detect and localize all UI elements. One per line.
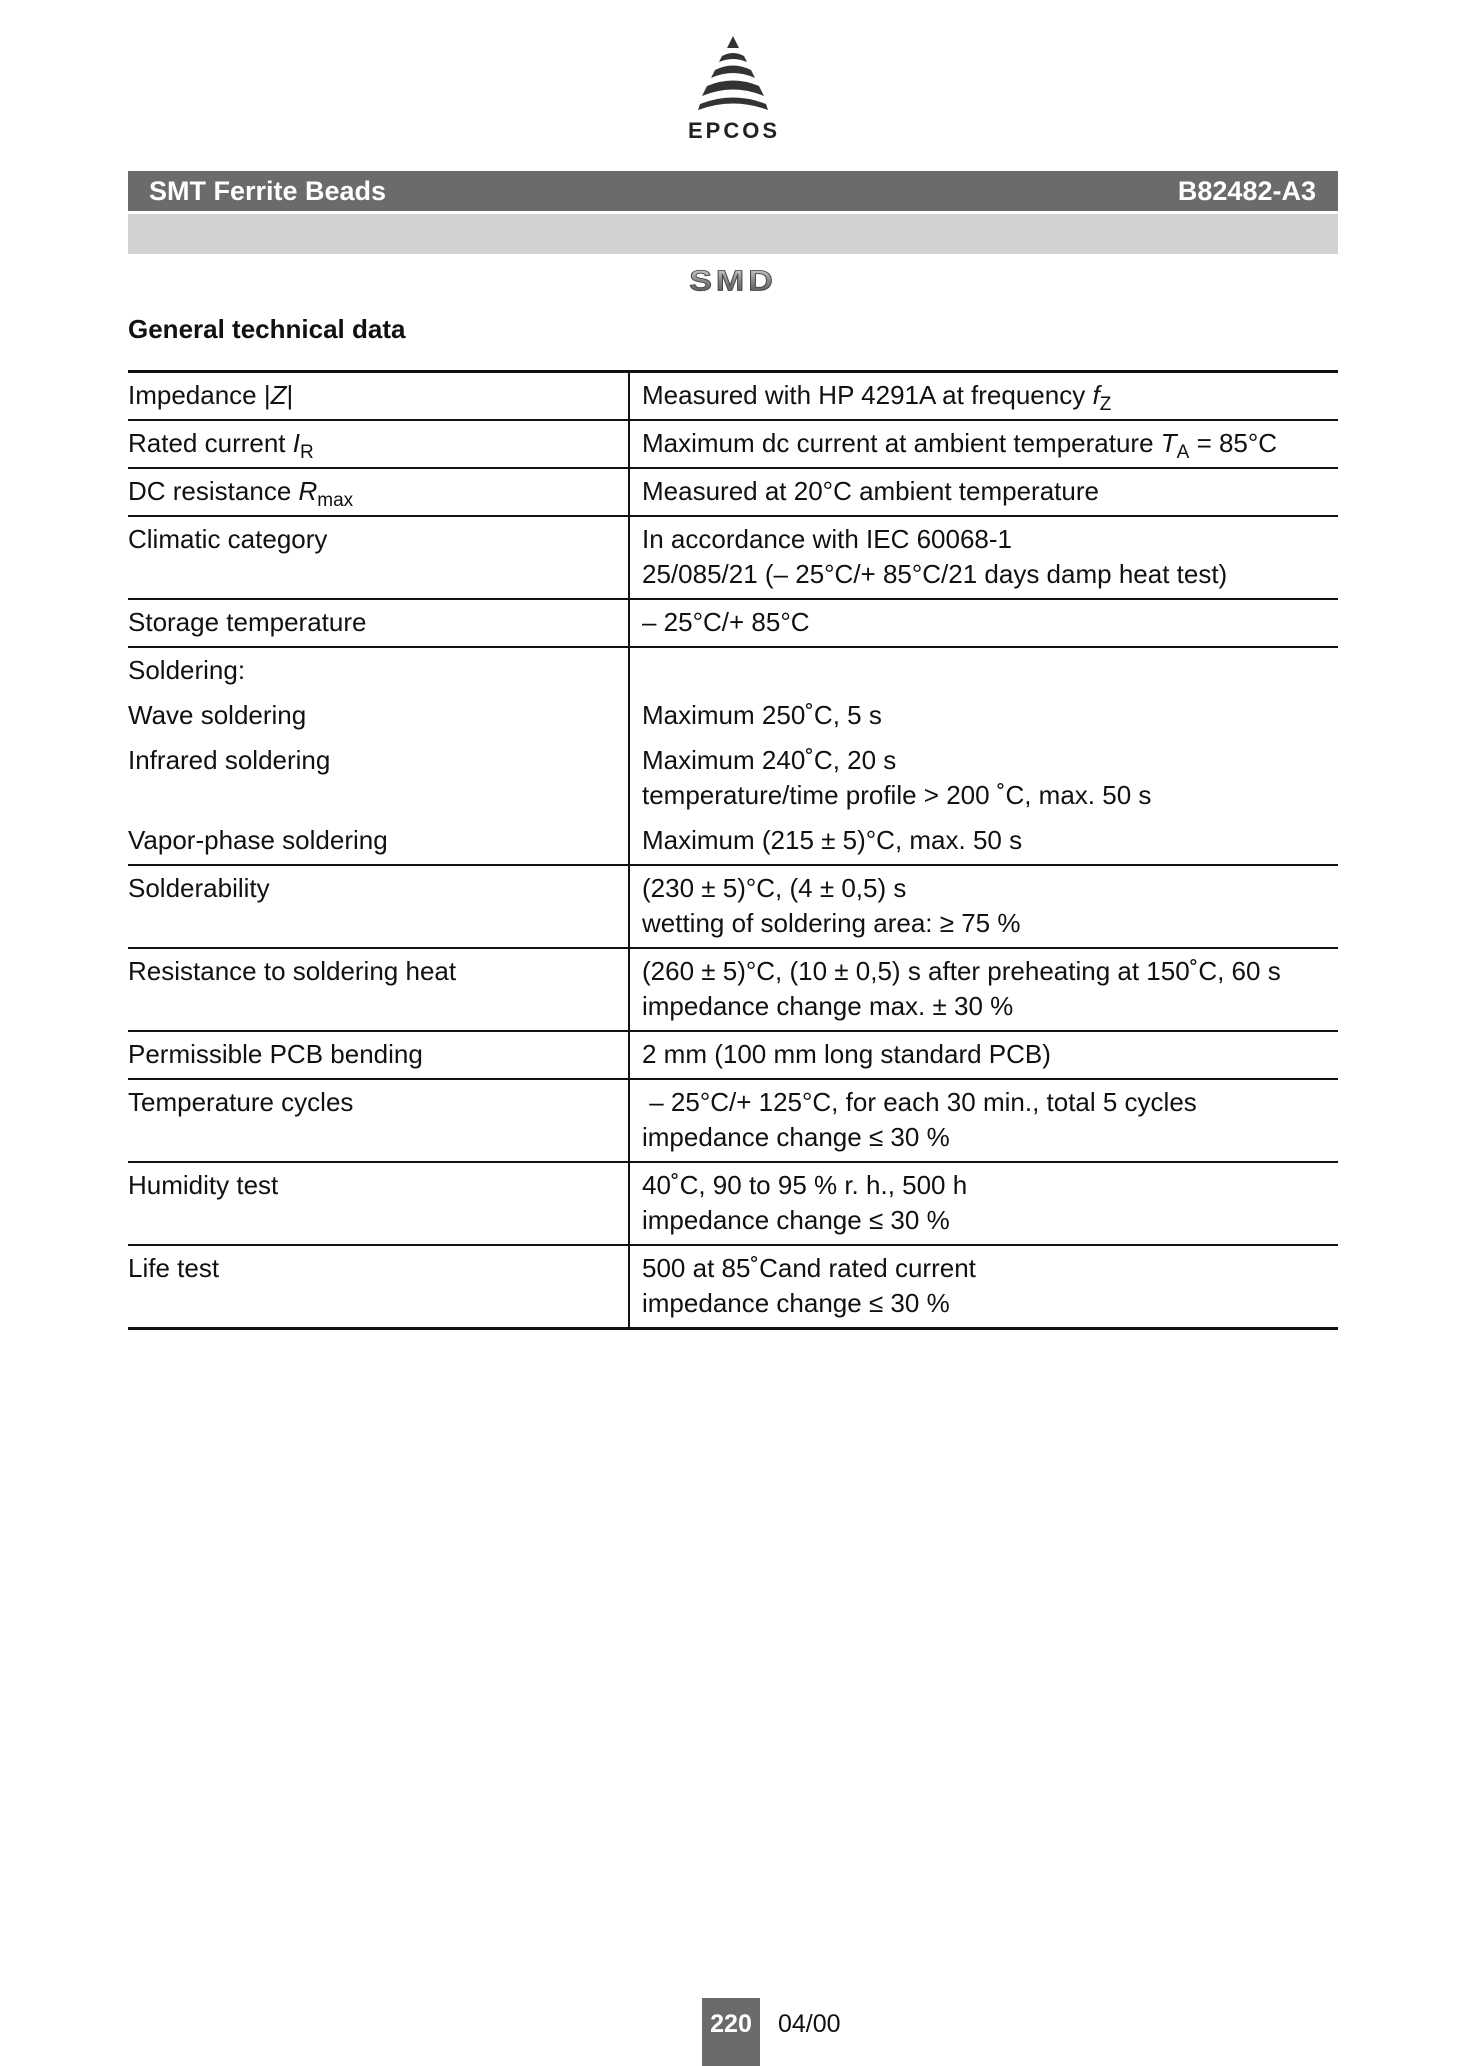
table-row: [128, 1245, 1338, 1329]
epcos-logo: [688, 34, 781, 144]
param-cell: Resistance to soldering heat: [128, 948, 629, 1031]
table-row: [128, 865, 1338, 948]
param-cell: Humidity test: [128, 1162, 629, 1245]
document-title: SMT Ferrite Beads: [149, 175, 387, 206]
sub-bar: [128, 214, 1338, 254]
value-cell: – 25°C/+ 85°C: [642, 607, 810, 637]
table-row: [128, 1031, 1338, 1079]
table-row: [128, 516, 1338, 599]
page-footer: [702, 1998, 841, 2066]
part-number: B82482-A3: [1177, 175, 1316, 206]
table-row: [128, 372, 1338, 421]
value-cell: 500 at 85˚Cand rated current impedance change ≤ 30 %: [642, 1253, 976, 1318]
smd-badge-label: SMD: [689, 266, 777, 296]
param-cell: Storage temperature: [128, 599, 629, 647]
smd-badge: [660, 266, 806, 296]
param-cell: Permissible PCB bending: [128, 1031, 629, 1079]
section-heading: General technical data: [128, 314, 406, 344]
table-row: [128, 948, 1338, 1031]
brand-name: EPCOS: [688, 118, 781, 143]
param-cell: DC resistance $R_{max}$: [128, 468, 629, 516]
value-cell: 40˚C, 90 to 95 % r. h., 500 h impedance change ≤ 30 %: [642, 1170, 968, 1235]
value-cell: 2 mm (100 mm long standard PCB): [642, 1039, 1051, 1069]
epcos-triangle-logo-icon: [698, 34, 768, 114]
value-cell: In accordance with IEC 60068-1 25/085/21 (– 25°C/+ 85°C/21 days damp heat test): [642, 524, 1228, 589]
table-row: [128, 1162, 1338, 1245]
issue-date: 04/00: [778, 2010, 841, 2038]
value-cell: Measured with HP 4291A at frequency $f_Z$: [642, 380, 1112, 415]
table-row: [128, 599, 1338, 647]
table-row: [128, 468, 1338, 516]
value-cell: – 25°C/+ 125°C, for each 30 min., total 5 cycles impedance change ≤ 30 %: [642, 1087, 1197, 1152]
table-row: [128, 647, 1338, 865]
title-bar: [128, 171, 1338, 211]
table-row: [128, 420, 1338, 468]
param-cell: Life test: [128, 1245, 629, 1329]
value-cell: Measured at 20°C ambient temperature: [642, 476, 1099, 506]
param-cell: Solderability: [128, 865, 629, 948]
param-cell: Impedance |Z|: [128, 372, 629, 421]
value-cell: Maximum 250˚C, 5 s Maximum 240˚C, 20 s temperature/time profile > 200 ˚C, max. 50 s Maximum (215 ± 5)°C, max. 50 s: [642, 700, 1152, 855]
param-cell: Rated current $I_R$: [128, 420, 629, 468]
value-cell: Maximum dc current at ambient temperature $T_A = 85^\circ C$: [642, 428, 1278, 463]
table-row: [128, 1079, 1338, 1162]
page-number: 220: [702, 1998, 760, 2066]
value-cell: (230 ± 5)°C, (4 ± 0,5) s wetting of soldering area: ≥ 75 %: [642, 873, 1021, 938]
param-cell: Soldering: Wave soldering Infrared soldering Vapor-phase soldering: [128, 647, 629, 865]
param-cell: Climatic category: [128, 516, 629, 599]
param-cell: Temperature cycles: [128, 1079, 629, 1162]
value-cell: (260 ± 5)°C, (10 ± 0,5) s after preheating at 150˚C, 60 s impedance change max. ± 30 %: [642, 956, 1281, 1021]
technical-data-table: [128, 370, 1338, 1330]
